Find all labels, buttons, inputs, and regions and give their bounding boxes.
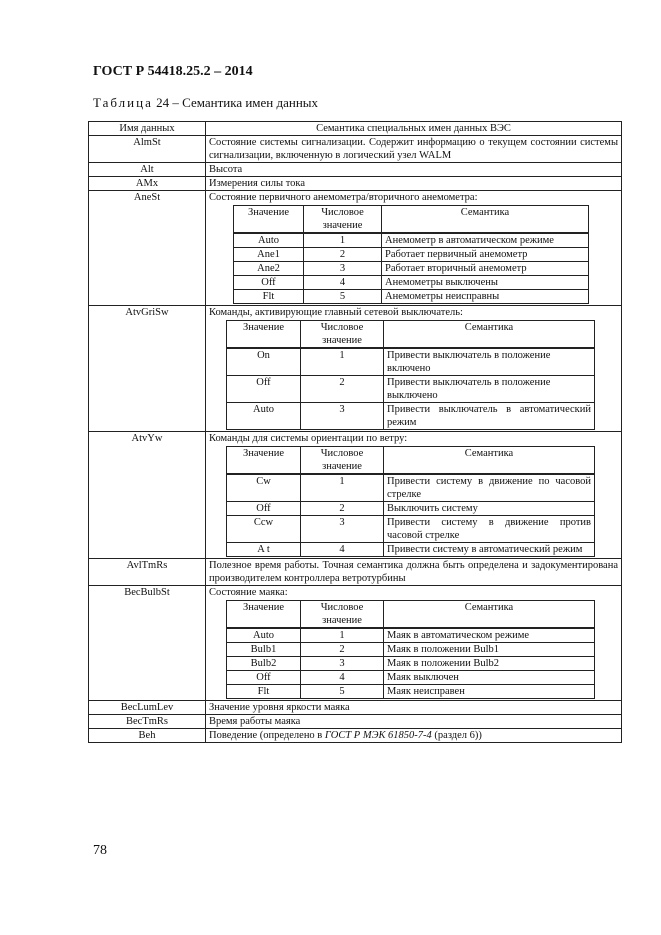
data-name-cell: AtvYw — [89, 432, 206, 559]
subtable-header-row — [227, 601, 595, 629]
semantics-cell: Значение уровня яркости маяка — [206, 701, 622, 715]
subtable-row — [227, 671, 595, 685]
value-subtable — [233, 205, 589, 304]
semantics-intro: Команды для системы ориентации по ветру: — [209, 433, 408, 444]
subtable-header-semantics: Семантика — [384, 321, 595, 349]
subtable-row — [234, 276, 589, 290]
subtable-header-row — [234, 206, 589, 234]
meaning-cell: Привести выключатель в положение выключено — [384, 376, 595, 403]
data-name-cell: AlmSt — [89, 136, 206, 163]
numeric-cell: 4 — [304, 276, 382, 290]
value-cell: Flt — [227, 685, 301, 699]
value-cell: Cw — [227, 474, 301, 502]
subtable-header-value: Значение — [227, 601, 301, 629]
subtable-row — [227, 403, 595, 430]
value-cell: Bulb2 — [227, 657, 301, 671]
semantics-cell — [206, 586, 622, 701]
table-row — [89, 136, 622, 163]
value-subtable — [226, 446, 595, 557]
semantics-intro: Состояние первичного анемометра/вторичного анемометра: — [209, 192, 478, 203]
semantics-cell: Состояние системы сигнализации. Содержит информацию о текущем состоянии системы сигнализации, включенную в логический узел WALM — [206, 136, 622, 163]
data-name-cell: Beh — [89, 729, 206, 743]
table-row — [89, 729, 622, 743]
subtable-header-numeric: Числовое значение — [304, 206, 382, 234]
semantics-cell: Высота — [206, 163, 622, 177]
table-row — [89, 432, 622, 559]
subtable-row — [234, 248, 589, 262]
data-name-cell: AvlTmRs — [89, 559, 206, 586]
meaning-cell: Привести выключатель в автоматический режим — [384, 403, 595, 430]
column-header-name: Имя данных — [89, 122, 206, 136]
meaning-cell: Выключить систему — [384, 502, 595, 516]
subtable-header-numeric: Числовое значение — [301, 601, 384, 629]
subtable-row — [234, 290, 589, 304]
semantics-intro: Состояние маяка: — [209, 587, 288, 598]
semantics-cell — [206, 729, 622, 743]
numeric-cell: 3 — [301, 657, 384, 671]
data-name-cell: BecTmRs — [89, 715, 206, 729]
meaning-cell: Маяк в автоматическом режиме — [384, 628, 595, 643]
subtable-row — [227, 516, 595, 543]
subtable-row — [227, 543, 595, 557]
meaning-cell: Маяк неисправен — [384, 685, 595, 699]
subtable-header-semantics: Семантика — [382, 206, 589, 234]
value-cell: Ccw — [227, 516, 301, 543]
value-cell: On — [227, 348, 301, 376]
table-row — [89, 306, 622, 432]
subtable-header-semantics: Семантика — [384, 601, 595, 629]
numeric-cell: 3 — [301, 516, 384, 543]
meaning-cell: Работает первичный анемометр — [382, 248, 589, 262]
meaning-cell: Работает вторичный анемометр — [382, 262, 589, 276]
table-row — [89, 586, 622, 701]
value-cell: Off — [227, 502, 301, 516]
data-name-cell: BecLumLev — [89, 701, 206, 715]
subtable-header-row — [227, 447, 595, 475]
meaning-cell: Привести систему в движение против часовой стрелке — [384, 516, 595, 543]
numeric-cell: 5 — [304, 290, 382, 304]
table-row — [89, 191, 622, 306]
numeric-cell: 2 — [301, 643, 384, 657]
numeric-cell: 1 — [301, 474, 384, 502]
subtable-row — [227, 657, 595, 671]
standard-reference: ГОСТ Р МЭК 61850-7-4 — [324, 730, 432, 741]
standard-designation: ГОСТ Р 54418.25.2 – 2014 — [93, 64, 253, 79]
subtable-row — [227, 685, 595, 699]
numeric-cell: 3 — [304, 262, 382, 276]
subtable-row — [234, 233, 589, 248]
table-caption — [93, 95, 318, 111]
meaning-cell: Анемометр в автоматическом режиме — [382, 233, 589, 248]
column-header-semantics: Семантика специальных имен данных ВЭС — [206, 122, 622, 136]
value-subtable — [226, 320, 595, 430]
meaning-cell: Привести систему в автоматический режим — [384, 543, 595, 557]
data-name-cell: Alt — [89, 163, 206, 177]
value-cell: A t — [227, 543, 301, 557]
subtable-header-row — [227, 321, 595, 349]
numeric-cell: 2 — [301, 376, 384, 403]
table-caption-word: Таблица — [93, 95, 153, 110]
subtable-header-semantics: Семантика — [384, 447, 595, 475]
numeric-cell: 1 — [304, 233, 382, 248]
table-header-row — [89, 122, 622, 136]
data-name-cell: AtvGriSw — [89, 306, 206, 432]
meaning-cell: Маяк в положении Bulb2 — [384, 657, 595, 671]
numeric-cell: 5 — [301, 685, 384, 699]
semantics-cell — [206, 191, 622, 306]
numeric-cell: 1 — [301, 348, 384, 376]
value-cell: Ane2 — [234, 262, 304, 276]
semantics-cell — [206, 306, 622, 432]
semantics-text: Поведение (определено в — [209, 730, 325, 741]
data-name-cell: AMx — [89, 177, 206, 191]
meaning-cell: Анемометры неисправны — [382, 290, 589, 304]
subtable-row — [234, 262, 589, 276]
numeric-cell: 3 — [301, 403, 384, 430]
semantics-cell: Измерения силы тока — [206, 177, 622, 191]
value-cell: Flt — [234, 290, 304, 304]
subtable-header-value: Значение — [227, 321, 301, 349]
value-cell: Off — [227, 376, 301, 403]
data-name-cell: BecBulbSt — [89, 586, 206, 701]
subtable-header-numeric: Числовое значение — [301, 321, 384, 349]
table-row — [89, 559, 622, 586]
value-subtable — [226, 600, 595, 699]
meaning-cell: Привести выключатель в положение включено — [384, 348, 595, 376]
semantics-text-end: (раздел 6)) — [431, 730, 482, 741]
subtable-row — [227, 376, 595, 403]
meaning-cell: Привести систему в движение по часовой стрелке — [384, 474, 595, 502]
table-row — [89, 715, 622, 729]
numeric-cell: 2 — [301, 502, 384, 516]
value-cell: Ane1 — [234, 248, 304, 262]
value-cell: Auto — [234, 233, 304, 248]
table-row — [89, 177, 622, 191]
subtable-row — [227, 628, 595, 643]
subtable-header-numeric: Числовое значение — [301, 447, 384, 475]
value-cell: Bulb1 — [227, 643, 301, 657]
value-cell: Auto — [227, 403, 301, 430]
semantics-cell — [206, 432, 622, 559]
data-name-cell: AneSt — [89, 191, 206, 306]
subtable-row — [227, 348, 595, 376]
subtable-header-value: Значение — [227, 447, 301, 475]
meaning-cell: Маяк в положении Bulb1 — [384, 643, 595, 657]
value-cell: Off — [234, 276, 304, 290]
page-number: 78 — [93, 843, 107, 858]
value-cell: Off — [227, 671, 301, 685]
subtable-header-value: Значение — [234, 206, 304, 234]
meaning-cell: Маяк выключен — [384, 671, 595, 685]
semantics-intro: Команды, активирующие главный сетевой выключатель: — [209, 307, 463, 318]
table-row — [89, 701, 622, 715]
subtable-row — [227, 474, 595, 502]
table-row — [89, 163, 622, 177]
subtable-row — [227, 643, 595, 657]
semantics-cell: Полезное время работы. Точная семантика должна быть определена и задокументирована производителем контроллера ветротурбины — [206, 559, 622, 586]
value-cell: Auto — [227, 628, 301, 643]
numeric-cell: 4 — [301, 543, 384, 557]
numeric-cell: 4 — [301, 671, 384, 685]
semantics-table — [88, 121, 622, 743]
numeric-cell: 1 — [301, 628, 384, 643]
semantics-cell: Время работы маяка — [206, 715, 622, 729]
subtable-row — [227, 502, 595, 516]
numeric-cell: 2 — [304, 248, 382, 262]
meaning-cell: Анемометры выключены — [382, 276, 589, 290]
table-caption-title: 24 – Семантика имен данных — [152, 95, 319, 110]
